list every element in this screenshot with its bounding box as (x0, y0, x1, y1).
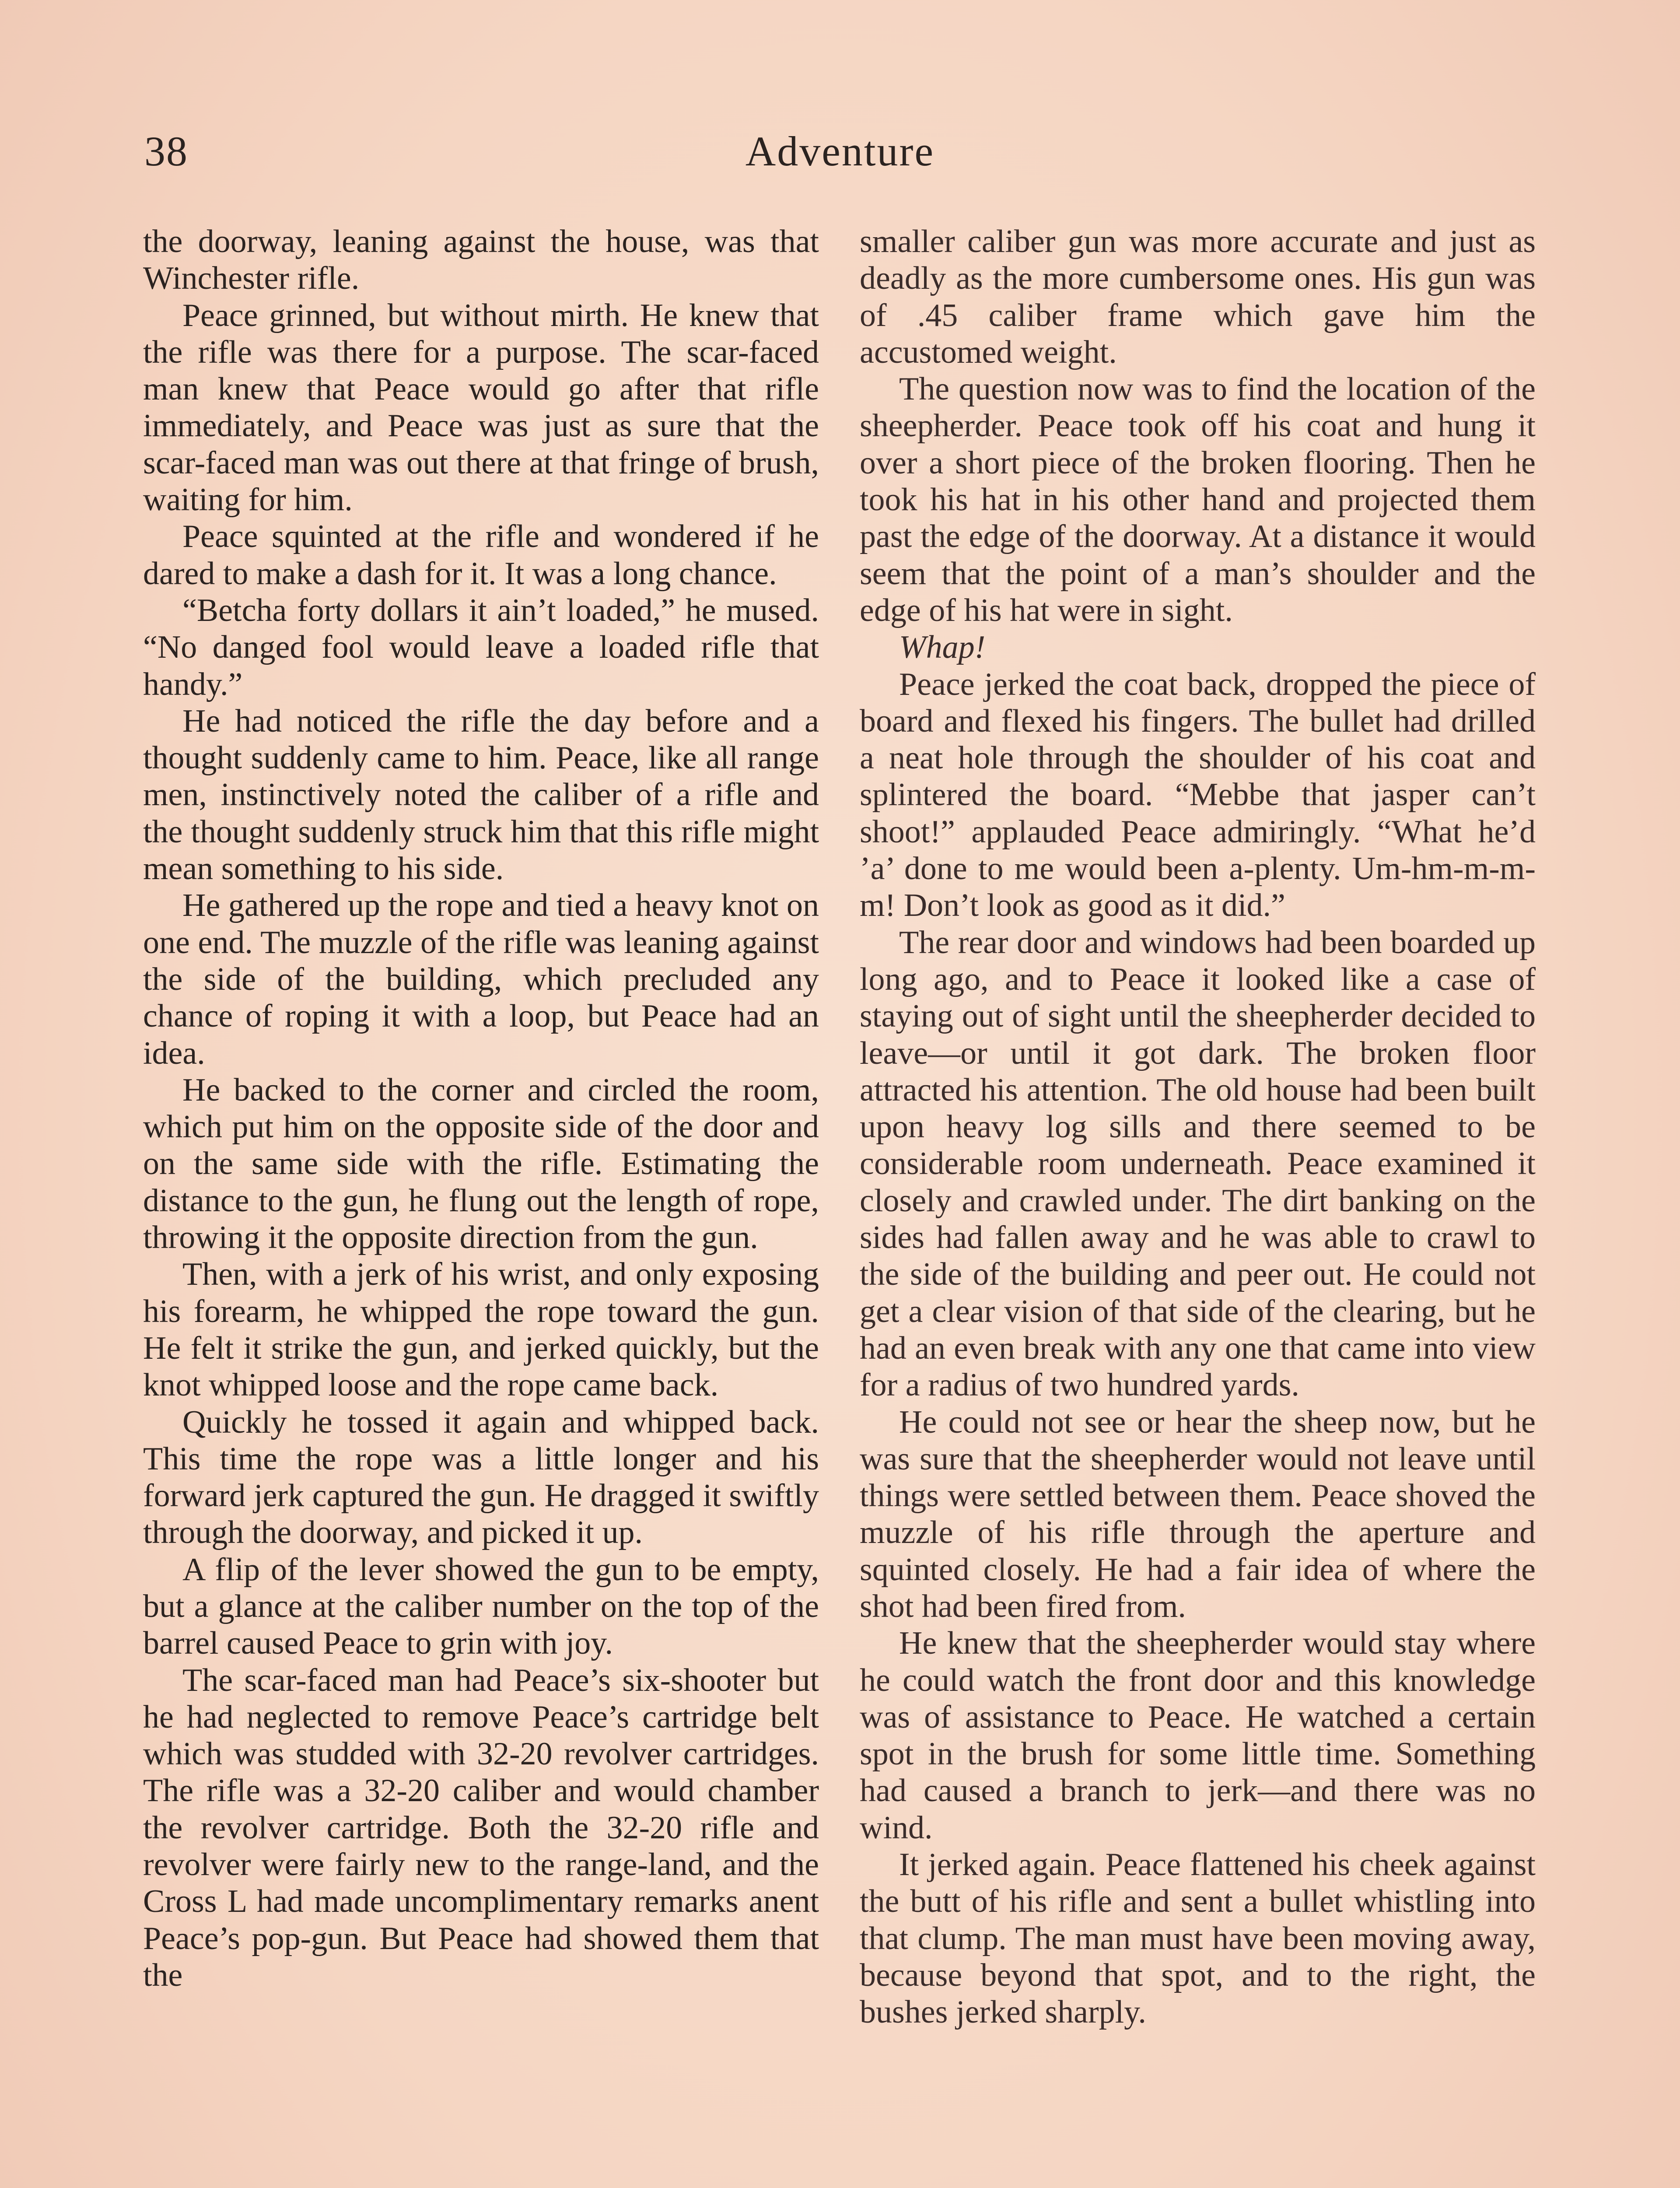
paragraph: Then, with a jerk of his wrist, and only exposing his forearm, he whipped the rope toward the gun. He felt it strike the gun, and jerked quickly, but the knot whipped loose and the rope came back. (143, 1256, 819, 1403)
page-header (144, 127, 1536, 184)
paragraph: A flip of the lever showed the gun to be empty, but a glance at the caliber number on the top of the barrel caused Peace to grin with joy. (143, 1551, 819, 1662)
paragraph: He gathered up the rope and tied a heavy knot on one end. The muzzle of the rifle was leaning against the side of the building, which precluded any chance of roping it with a loop, but Peace had an idea. (143, 887, 819, 1071)
paragraph: the doorway, leaning against the house, was that Winchester rifle. (143, 224, 819, 297)
paragraph: “Betcha forty dollars it ain’t loaded,” he mused. “No danged fool would leave a loaded rifle that handy.” (143, 592, 819, 702)
paragraph: Quickly he tossed it again and whipped back. This time the rope was a little longer and his forward jerk captured the gun. He dragged it swiftly through the doorway, and picked it up. (143, 1404, 819, 1551)
paragraph: Peace grinned, but without mirth. He knew that the rifle was there for a purpose. The scar-faced man knew that Peace would go after that rifle immediately, and Peace was just as sure that the scar-faced man was out there at that fringe of brush, waiting for him. (143, 297, 819, 518)
paragraph: The question now was to find the location of the sheepherder. Peace took off his coat and hung it over a short piece of the broken flooring. Then he took his hat in his other hand and projected them past the edge of the doorway. At a distance it would seem that the point of a man’s shoulder and the edge of his hat were in sight. (860, 371, 1536, 628)
paragraph: smaller caliber gun was more accurate and just as deadly as the more cumbersome ones. His gun was of .45 caliber frame which gave him the accustomed weight. (860, 224, 1536, 370)
right-column (860, 223, 1536, 2031)
paragraph: He could not see or hear the sheep now, but he was sure that the sheepherder would not leave until things were settled between them. Peace shoved the muzzle of his rifle through the aperture and squinted closely. He had a fair idea of where the shot had been fired from. (860, 1404, 1536, 1624)
paragraph: The scar-faced man had Peace’s six-shooter but he had neglected to remove Peace’s cartridge belt which was studded with 32-20 revolver cartridges. The rifle was a 32-20 caliber and would chamber the revolver cartridge. Both the 32-20 rifle and revolver were fairly new to the range-land, and the Cross L had made uncomplimentary remarks anent Peace’s pop-gun. But Peace had showed them that the (143, 1662, 819, 1993)
paragraph: The rear door and windows had been boarded up long ago, and to Peace it looked like a case of staying out of sight until the sheepherder decided to leave—or until it got dark. The broken floor attracted his attention. The old house had been built upon heavy log sills and there seemed to be considerable room underneath. Peace examined it closely and crawled under. The dirt banking on the sides had fallen away and he was able to crawl to the side of the building and peer out. He could not get a clear vision of that side of the clearing, but he had an even break with any one that came into view for a radius of two hundred yards. (860, 924, 1536, 1403)
paragraph: It jerked again. Peace flattened his cheek against the butt of his rifle and sent a bullet whistling into that clump. The man must have been moving away, because beyond that spot, and to the right, the bushes jerked sharply. (860, 1847, 1536, 2030)
paragraph: He backed to the corner and circled the room, which put him on the opposite side of the door and on the same side with the rifle. Estimating the distance to the gun, he flung out the length of rope, throwing it the opposite direction from the gun. (143, 1072, 819, 1256)
paragraph: He knew that the sheepherder would stay where he could watch the front door and this knowledge was of assistance to Peace. He watched a certain spot in the brush for some little time. Something had caused a branch to jerk—and there was no wind. (860, 1625, 1536, 1846)
paragraph: Peace squinted at the rifle and wondered if he dared to make a dash for it. It was a long chance. (143, 519, 819, 592)
running-title: Adventure (745, 128, 935, 175)
paragraph: Peace jerked the coat back, dropped the piece of board and flexed his fingers. The bullet had drilled a neat hole through the shoulder of his coat and splintered the board. “Mebbe that jasper can’t shoot!” applauded Peace admiringly. “What he’d ’a’ done to me would been a-plenty. Um-hm-m-m-m! Don’t look as good as it did.” (860, 666, 1536, 924)
page-number: 38 (144, 128, 188, 175)
paragraph-italic: Whap! (899, 629, 986, 666)
left-column (143, 223, 819, 1994)
paragraph: He had noticed the rifle the day before and a thought suddenly came to him. Peace, like all range men, instinctively noted the caliber of a rifle and the thought suddenly struck him that this rifle might mean something to his side. (143, 703, 819, 887)
